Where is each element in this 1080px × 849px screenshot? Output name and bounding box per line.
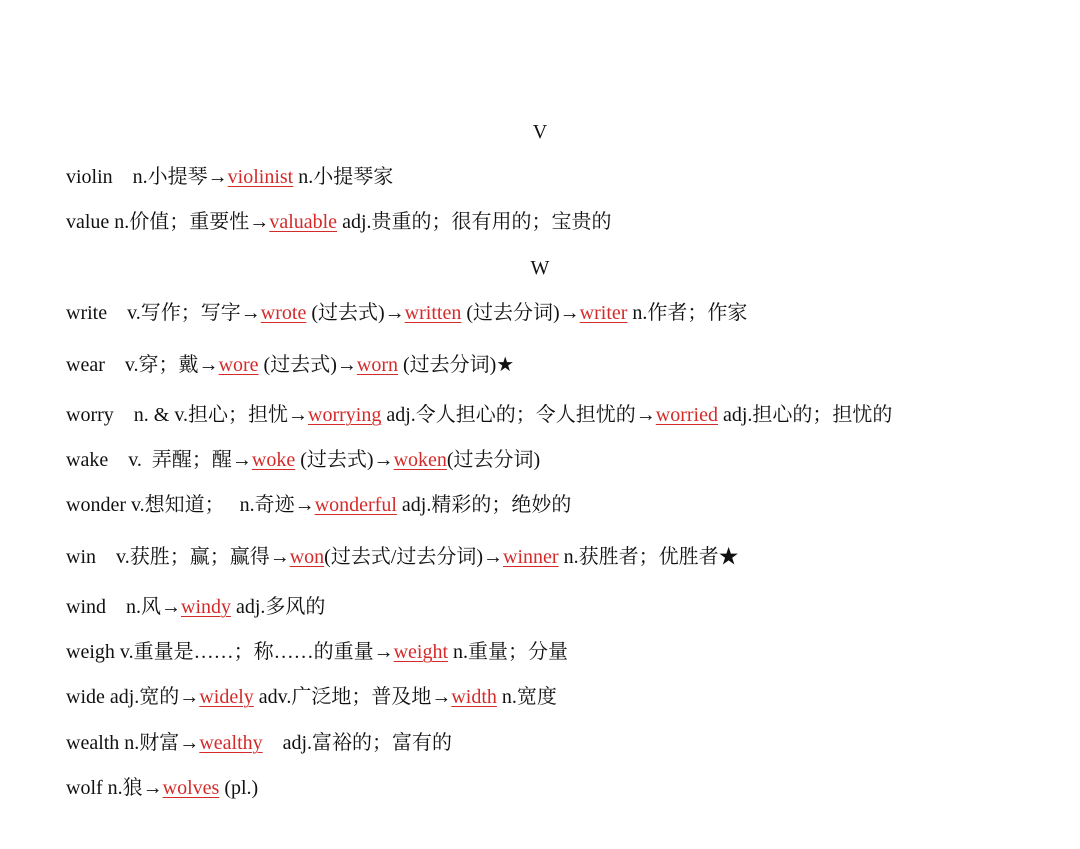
entry-text: (过去式)→ — [258, 354, 357, 376]
entry-wide — [66, 683, 557, 711]
entry-text: win v.获胜；赢；赢得→ — [66, 546, 290, 568]
derived-word: weight — [393, 641, 449, 663]
entry-text: wealth n.财富→ — [66, 732, 200, 754]
entry-weigh — [66, 638, 568, 666]
entry-worry — [66, 401, 892, 429]
entry-text: adj.多风的 — [231, 596, 326, 618]
entry-text: wide adj.宽的→ — [66, 686, 200, 708]
entry-text: n.重量；分量 — [448, 641, 569, 663]
entry-wear — [66, 351, 514, 379]
entry-text: violin n.小提琴→ — [66, 166, 228, 188]
derived-word: woken — [393, 449, 447, 471]
entry-text: write v.写作；写字→ — [66, 302, 261, 324]
derived-word: windy — [181, 596, 231, 618]
entry-text: n.作者；作家 — [627, 302, 748, 324]
derived-word: violinist — [227, 166, 294, 188]
derived-word: wonderful — [314, 494, 397, 516]
derived-word: writer — [579, 302, 628, 324]
entry-text: adj.担心的；担忧的 — [718, 404, 893, 426]
derived-word: wore — [218, 354, 259, 376]
entry-wake — [66, 446, 540, 474]
derived-word: winner — [503, 546, 559, 568]
entry-text: n.小提琴家 — [293, 166, 394, 188]
entry-text: adj.精彩的；绝妙的 — [396, 494, 572, 516]
entry-wealth — [66, 729, 452, 757]
entry-text: (过去分词) — [446, 449, 541, 471]
entry-wonder — [66, 491, 571, 519]
derived-word: worried — [655, 404, 718, 426]
derived-word: woke — [251, 449, 296, 471]
derived-word: wrote — [260, 302, 307, 324]
entry-violin — [66, 163, 393, 191]
entry-text: (过去式)→ — [295, 449, 394, 471]
entry-text: value n.价值；重要性→ — [66, 211, 270, 233]
entry-text: adj.贵重的；很有用的；宝贵的 — [337, 211, 612, 233]
entry-text: (过去式/过去分词)→ — [324, 546, 504, 568]
derived-word: worn — [356, 354, 398, 376]
entry-text: adj.令人担心的；令人担忧的→ — [381, 404, 656, 426]
entry-text: (过去式)→ — [306, 302, 405, 324]
entry-text: (过去分词)→ — [461, 302, 580, 324]
entry-value — [66, 208, 612, 236]
derived-word: worrying — [308, 404, 382, 426]
entry-write — [66, 299, 747, 327]
entry-text: wonder v.想知道； n.奇迹→ — [66, 494, 315, 516]
entry-text: wind n.风→ — [66, 596, 181, 618]
entry-text: weigh v.重量是……；称……的重量→ — [66, 641, 394, 663]
entry-text: adj.富裕的；富有的 — [262, 732, 453, 754]
derived-word: written — [404, 302, 462, 324]
entry-text: n.宽度 — [496, 686, 557, 708]
entry-text: wear v.穿；戴→ — [66, 354, 219, 376]
derived-word: wolves — [162, 777, 220, 799]
entry-text: adv.广泛地；普及地→ — [253, 686, 452, 708]
derived-word: width — [451, 686, 497, 708]
derived-word: widely — [199, 686, 254, 708]
entry-text: wolf n.狼→ — [66, 777, 163, 799]
entry-text: (pl.) — [219, 777, 259, 799]
entry-text: wake v. 弄醒；醒→ — [66, 449, 252, 471]
entry-win — [66, 543, 739, 571]
derived-word: valuable — [269, 211, 338, 233]
entry-text: (过去分词)★ — [397, 354, 515, 376]
derived-word: won — [289, 546, 325, 568]
entry-wolf — [66, 774, 258, 802]
section-heading-w: W — [530, 257, 550, 279]
section-heading-v: V — [532, 121, 548, 143]
entry-text: worry n. & v.担心；担忧→ — [66, 404, 309, 426]
entry-wind — [66, 593, 325, 621]
entry-text: n.获胜者；优胜者★ — [558, 546, 739, 568]
derived-word: wealthy — [199, 732, 263, 754]
